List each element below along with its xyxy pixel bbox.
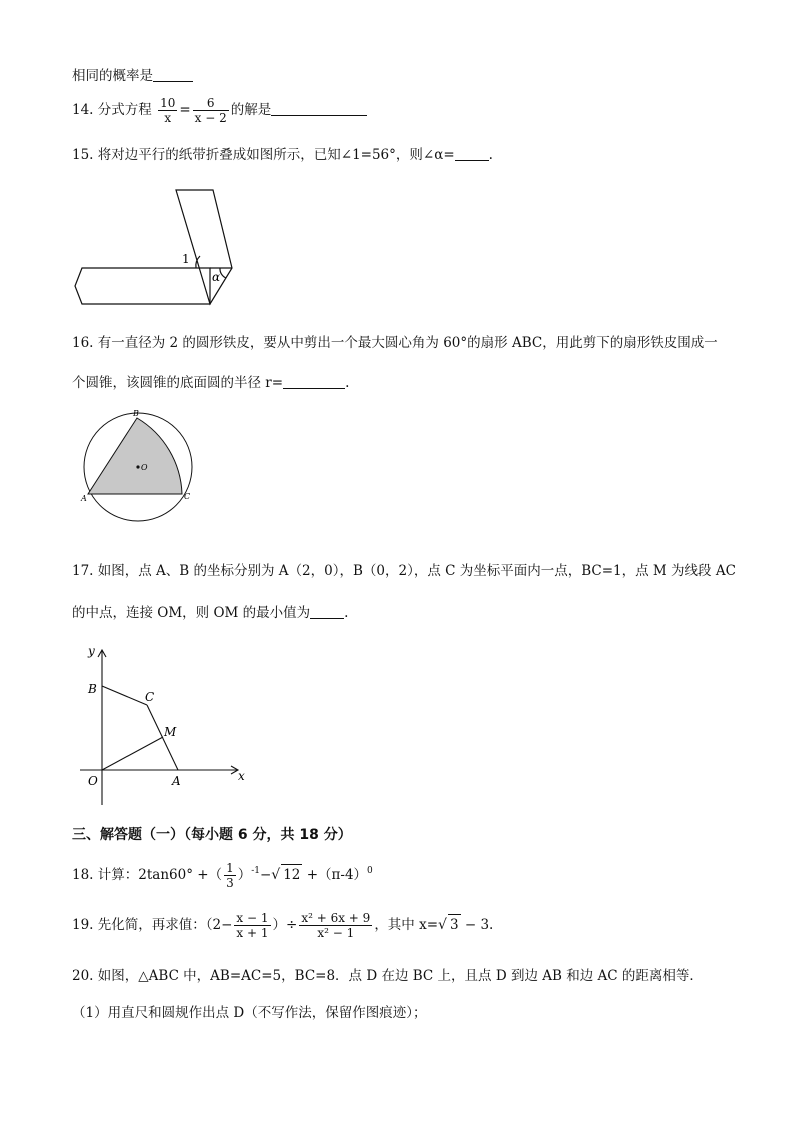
label-o: O [141,463,148,472]
q17-line2 [72,603,348,623]
q16-line1 [72,333,718,353]
q17-line1 [72,561,736,581]
label-b: B [88,682,97,696]
fraction-denominator: x − 2 [194,111,227,125]
q19-tail: ，其中 x= [374,917,439,933]
sqrt-radicand: 3 [448,914,461,935]
q18-prefix: 18. 计算：2tan60° +（ [72,867,223,883]
label-o: O [88,774,98,788]
fraction-numerator: 6 [193,96,229,111]
angle-1-label: 1 [182,252,190,266]
q17-coordinate-figure [80,640,255,810]
q18-tail: +（π-4） [302,867,368,883]
division-sign: ）÷ [272,917,298,933]
q15-text: 15. 将对边平行的纸带折叠成如图所示，已知∠1=56°，则∠α= [72,147,455,163]
q15-folded-strip-figure [70,180,250,310]
fraction-one-third [224,861,236,890]
q20 [72,966,703,986]
minus-sign: − [259,867,272,883]
label-m: M [164,725,177,739]
sqrt-icon: √ [438,917,447,933]
q17-text-1: 17. 如图，点 A、B 的坐标分别为 A（2，0），B（0，2），点 C 为坐标平面内一点，BC=1，点 M 为线段 AC [72,563,736,579]
angle-alpha-arc [220,268,226,278]
q16-text-1: 16. 有一直径为 2 的圆形铁皮，要从中剪出一个最大圆心角为 60°的扇形 ABC，用此剪下的扇形铁皮围成一 [72,335,718,351]
fraction-numerator: x − 1 [236,911,269,925]
label-c: C [184,492,191,501]
fraction-denominator: x + 1 [236,926,269,940]
answer-blank[interactable] [153,67,193,82]
q15-end: . [488,147,493,163]
y-axis-label: y [88,644,95,658]
q19-prefix: 19. 先化简，再求值：（2− [72,917,233,933]
q20-sub1 [72,1003,426,1023]
fraction-10-over-x [158,96,177,125]
q20-sub1-text: （1）用直尺和圆规作出点 D（不写作法，保留作图痕迹）； [72,1005,427,1021]
q19-tail-2: − 3. [460,917,494,933]
fraction-numerator: 1 [226,861,234,875]
q14-prefix: 14. 分式方程 [72,102,152,118]
label-a: A [81,494,87,503]
answer-blank[interactable] [310,604,344,619]
equals-sign: = [179,102,191,118]
fraction-denominator: x² − 1 [317,926,355,940]
q20-text: 20. 如图，△ABC 中，AB=AC=5，BC=8．点 D 在边 BC 上，且点 D 到边 AB 和边 AC 的距离相等． [72,968,703,984]
q17-text-2: 的中点，连接 OM，则 OM 的最小值为 [72,605,311,621]
q17-end: . [344,605,349,621]
exponent-zero: 0 [367,866,373,876]
angle-alpha-label: α [212,270,221,284]
label-c: C [145,690,155,704]
strip-lower-part [75,268,210,304]
fraction-denominator: x [164,111,172,125]
q16-circle-sector-figure [78,404,202,528]
fraction-numerator: x² + 6x + 9 [301,911,371,925]
q15 [72,145,493,165]
exponent-neg-1: -1 [251,866,260,876]
answer-blank[interactable] [271,101,367,116]
q14-suffix: 的解是 [230,102,272,118]
fraction-quadratic [299,911,372,940]
answer-blank[interactable] [283,374,345,389]
segment-om [102,737,163,770]
fraction-numerator: 10 [160,96,176,110]
q16-end: . [345,375,350,391]
sqrt-radicand: 12 [281,864,302,885]
q13-tail [72,66,193,86]
sqrt-icon: √ [271,867,281,883]
q18: 18. 计算：2tan60° +（ $\frac{1}{3}$ ）$^{-1}$−√ $12 +(\pi-4)^0$ [72,861,373,890]
q14 [72,96,367,125]
q16-line2 [72,373,349,393]
shaded-sector-abc [88,418,182,494]
q16-text-2: 个圆锥，该圆锥的底面圆的半径 r= [72,375,284,391]
q19 [72,911,493,940]
label-b: B [133,409,139,418]
answer-blank[interactable] [455,146,489,161]
segment-bc [102,686,147,705]
fraction-6-over-x-minus-2 [193,96,229,125]
label-a: A [172,774,181,788]
section-3-heading: 三、解答题（一）（每小题 6 分，共 18 分） [72,827,352,843]
fraction-x-minus-1-over-x-plus-1 [234,911,270,940]
q13-text: 相同的概率是 [72,68,153,84]
center-point [136,465,139,468]
strip-upper-part [176,190,232,304]
fraction-denominator: 3 [226,876,234,890]
x-axis-label: x [238,769,245,783]
